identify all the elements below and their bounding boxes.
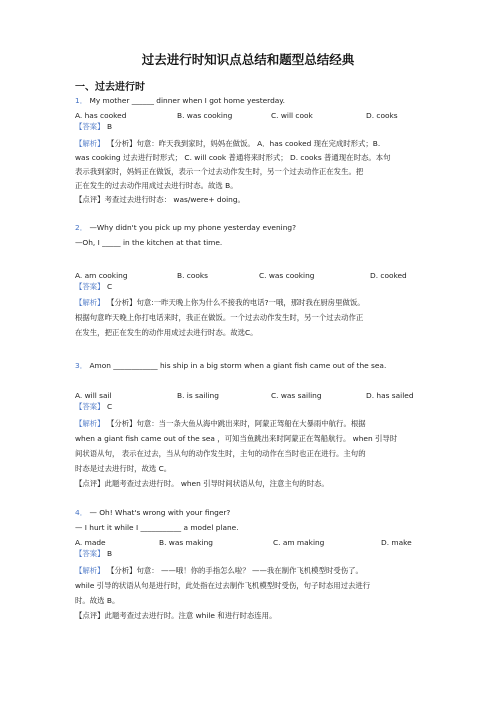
q1-comment: 【点评】考查过去进行时态： was/were+ doing。	[75, 195, 245, 204]
q4-option-d: D. make	[381, 538, 412, 547]
q1-option-d: D. cooks	[366, 111, 398, 120]
q2-option-a: A. am cooking	[75, 271, 128, 280]
q3-option-c: C. was sailing	[271, 391, 322, 400]
section-heading: 一、过去进行时	[75, 82, 145, 93]
question-1-stem: 1． My mother ______ dinner when I got home yesterday.	[75, 96, 285, 105]
question-4-stem-1: 4． — Oh! What's wrong with your finger?	[75, 508, 231, 517]
q2-answer: 【答案】 C	[75, 282, 113, 291]
q4-option-c: C. am making	[273, 538, 325, 547]
q3-option-a: A. will sail	[75, 391, 112, 400]
q1-option-c: C. will cook	[271, 111, 313, 120]
question-4-number: 4．	[75, 508, 88, 517]
q2-option-c: C. was cooking	[259, 271, 315, 280]
page-title: 过去进行时知识点总结和题型总结经典	[141, 52, 355, 67]
q4-analysis-line-2: while 引导的状语从句是进行时，此处指在过去制作飞机模型时受伤，句子时态用过去进行	[75, 581, 371, 590]
q3-option-b: B. is sailing	[177, 391, 219, 400]
q2-option-d: D. cooked	[370, 271, 407, 280]
q3-analysis-line-2: when a giant fish came out of the sea ，可知当鱼跳出来时阿蒙正在驾船航行。 when 引导时	[75, 434, 398, 443]
question-3-stem: 3． Amon ____________ his ship in a big storm when a giant fish came out of the sea.	[75, 361, 387, 370]
q2-analysis-line-3: 在发生，把正在发生的动作用成过去进行时态。故选C。	[75, 328, 258, 337]
q3-analysis-line-4: 时态是过去进行时，故选 C。	[75, 464, 172, 473]
question-2-number: 2．	[75, 223, 88, 232]
q1-answer: 【答案】 B	[75, 122, 113, 131]
q4-comment: 【点评】此题考查过去进行时。注意 while 和进行时态连用。	[75, 611, 277, 620]
question-2-stem-1: 2． —Why didn't you pick up my phone yesterday evening?	[75, 223, 297, 232]
q3-comment: 【点评】此题考查过去进行时。 when 引导时间状语从句，注意主句的时态。	[75, 479, 329, 488]
q1-analysis-line-2: was cooking 过去进行时形式； C. will cook 普通将来时形式； D. cooks 普通现在时态。本句	[75, 153, 391, 162]
q4-option-a: A. made	[75, 538, 106, 547]
q3-analysis-line-1: 【解析】 【分析】句意：当一条大鱼从海中跳出来时，阿蒙正驾船在大暴雨中航行。根据	[75, 419, 366, 428]
question-1-number: 1．	[75, 96, 88, 105]
q3-analysis-line-3: 间状语从句， 表示在过去，当从句的动作发生时，主句的动作在当时也正在进行。主句的	[75, 449, 366, 458]
q4-answer: 【答案】 B	[75, 549, 113, 558]
q4-option-b: B. was making	[159, 538, 213, 547]
question-2-stem-2: —Oh, I _____ in the kitchen at that time.	[75, 238, 223, 247]
q4-analysis-line-3: 时。故选 B。	[75, 596, 120, 605]
question-3-number: 3．	[75, 361, 88, 370]
q1-option-b: B. was cooking	[177, 111, 233, 120]
q1-analysis-line-3: 表示我到家时，妈妈正在做饭，表示一个过去动作发生时，另一个过去动作正在发生。把	[75, 167, 364, 176]
q1-analysis-line-4: 正在发生的过去动作用成过去进行时态。故选 B。	[75, 181, 238, 190]
question-4-stem-2: — I hurt it while I ___________ a model plane.	[75, 523, 239, 532]
q4-analysis-line-1: 【解析】 【分析】句意： ——哦！你的手指怎么啦？ ——我在制作飞机模型时受伤了。	[75, 566, 363, 575]
q2-analysis-line-1: 【解析】 【分析】句意:一昨天晚上你为什么不接我的电话?一哦，那时我在厨房里做饭。	[75, 298, 365, 307]
q2-analysis-line-2: 根据句意昨天晚上你打电话来时，我正在做饭。一个过去动作发生时，另一个过去动作正	[75, 313, 364, 322]
q3-answer: 【答案】 C	[75, 402, 113, 411]
q1-option-a: A. has cooked	[75, 111, 127, 120]
q1-analysis-line-1: 【解析】 【分析】句意：昨天我到家时，妈妈在做饭。 A．has cooked 现在完成时形式；B.	[75, 139, 381, 148]
q3-option-d: D. has sailed	[366, 391, 414, 400]
q2-option-b: B. cooks	[177, 271, 209, 280]
